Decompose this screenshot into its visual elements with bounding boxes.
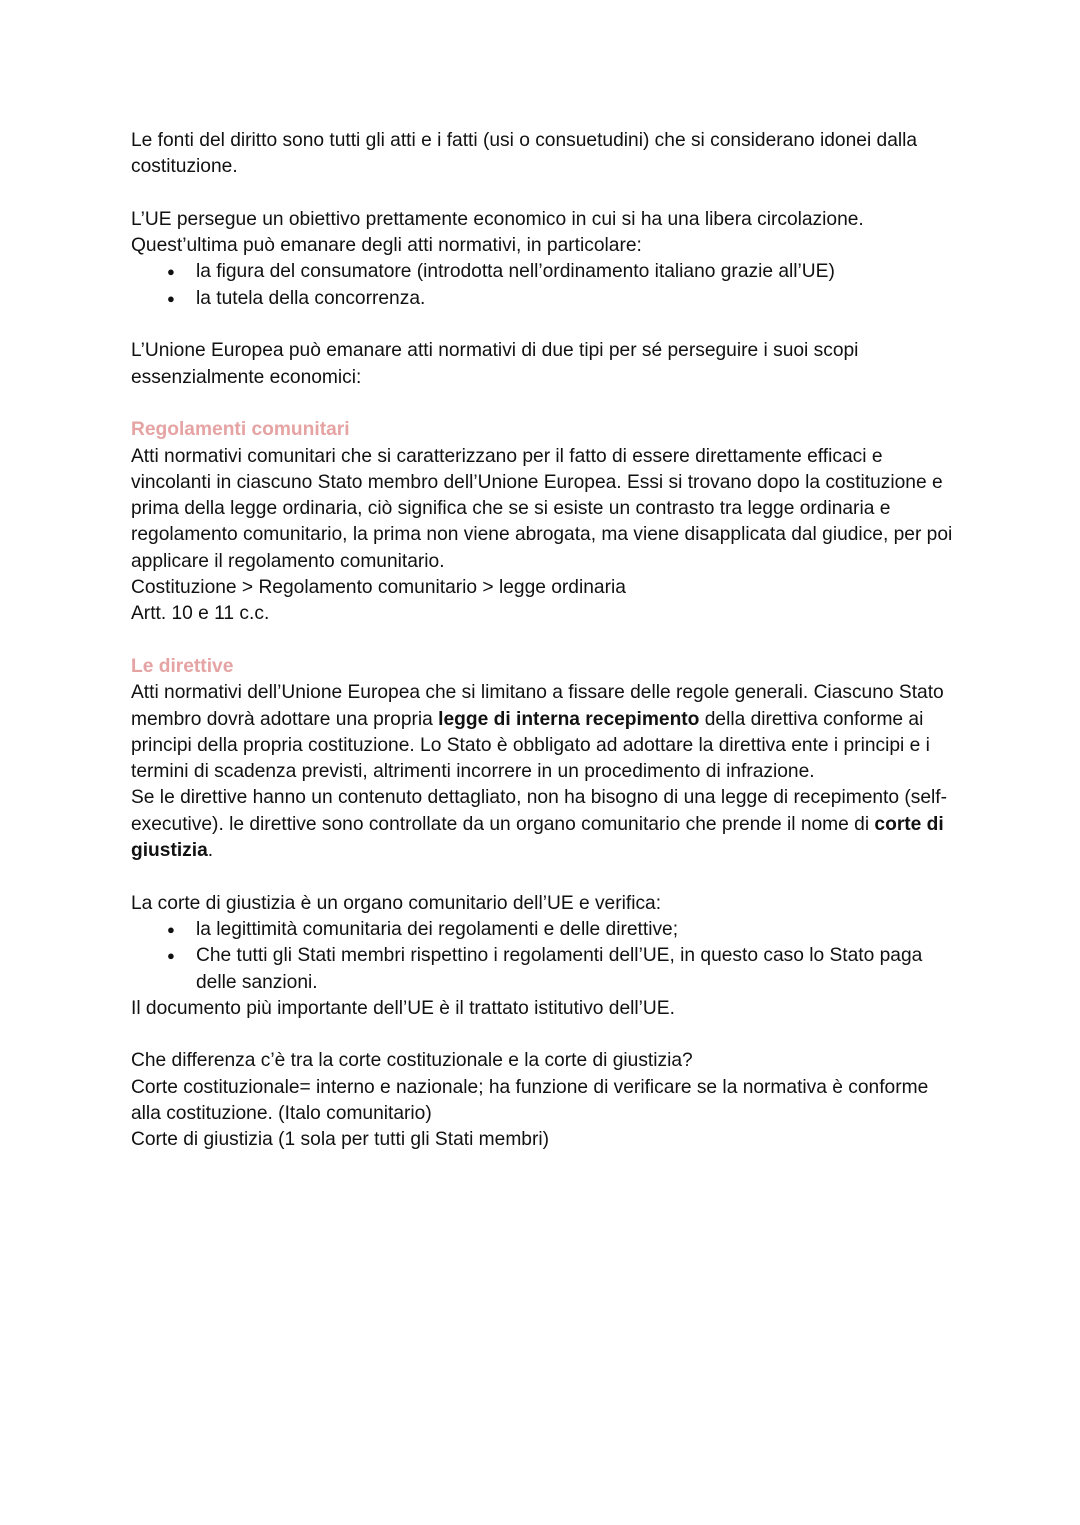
- text: della direttiva conforme ai principi della propria costituzione. Lo Stato è obbligato ad adottare la direttiva ente i principi e i termini di scadenza previsti, altrimenti incorrere in un procedimento di infrazione.: [131, 708, 930, 783]
- text: Se le direttive hanno un contenuto dettagliato, non ha bisogno di una legge di recepimento (self-executive). le direttive sono controllate da un organo comunitario che prende il nome di: [131, 787, 948, 835]
- paragraph-corte-costituzionale: Corte costituzionale= interno e nazionale; ha funzione di verificare se la normativa è conforme alla costituzione. (Italo comunitario): [131, 1076, 929, 1124]
- list-item: ● la figura del consumatore (introdotta nell’ordinamento italiano grazie all’UE): [131, 259, 961, 285]
- text: Atti normativi dell’Unione Europea che si limitano a fissare delle regole generali. Ciascuno Stato membro dovrà adottare una propria: [131, 682, 944, 730]
- text: .: [207, 840, 214, 862]
- bold-text: corte di giustizia: [131, 813, 944, 862]
- paragraph-due-tipi: L’Unione Europea può emanare atti normativi di due tipi per sé perseguire i suoi scopi essenzialmente economici:: [131, 340, 859, 388]
- heading-direttive: Le direttive: [131, 655, 234, 677]
- paragraph-corte-giustizia-una: Corte di giustizia (1 sola per tutti gli Stati membri): [131, 1129, 550, 1151]
- document-page: [131, 128, 961, 1154]
- list-item: ● la legittimità comunitaria dei regolamenti e delle direttive;: [131, 917, 961, 943]
- paragraph-fonti-diritto: Le fonti del diritto sono tutti gli atti e i fatti (usi o consuetudini) che si considerano idonei dalla costituzione.: [131, 130, 918, 178]
- paragraph-direttive-self-executive: [131, 785, 961, 864]
- paragraph-articles: Artt. 10 e 11 c.c.: [131, 603, 270, 625]
- bullet-list-atti: [131, 259, 961, 312]
- paragraph-atti-normativi: Quest’ultima può emanare degli atti normativi, in particolare:: [131, 235, 642, 257]
- list-item: ● Che tutti gli Stati membri rispettino i regolamenti dell’UE, in questo caso lo Stato paga delle sanzioni.: [131, 943, 961, 996]
- heading-regolamenti: Regolamenti comunitari: [131, 419, 350, 441]
- paragraph-ue-obiettivo: L’UE persegue un obiettivo prettamente economico in cui si ha una libera circolazione.: [131, 208, 864, 230]
- list-item: ● la tutela della concorrenza.: [131, 286, 961, 312]
- paragraph-hierarchy: Costituzione > Regolamento comunitario > legge ordinaria: [131, 577, 626, 599]
- paragraph-corte-giustizia: La corte di giustizia è un organo comunitario dell’UE e verifica:: [131, 892, 662, 914]
- bullet-list-verifica: [131, 917, 961, 996]
- bold-text: legge di interna recepimento: [438, 708, 700, 730]
- paragraph-direttive-body: [131, 680, 961, 785]
- paragraph-regolamenti-body: Atti normativi comunitari che si caratterizzano per il fatto di essere direttamente efficaci e vincolanti in ciascuno Stato membro dell’Unione Europea. Essi si trovano dopo la costituzione e prima della legge ordinaria, ciò significa che se si esiste un contrasto tra legge ordinaria e regolamento comunitario, la prima non viene abrogata, ma viene disapplicata dal giudice, per poi applicare il regolamento comunitario.: [131, 445, 953, 572]
- paragraph-trattato: Il documento più importante dell’UE è il trattato istitutivo dell’UE.: [131, 997, 675, 1019]
- paragraph-question: Che differenza c’è tra la corte costituzionale e la corte di giustizia?: [131, 1050, 693, 1072]
